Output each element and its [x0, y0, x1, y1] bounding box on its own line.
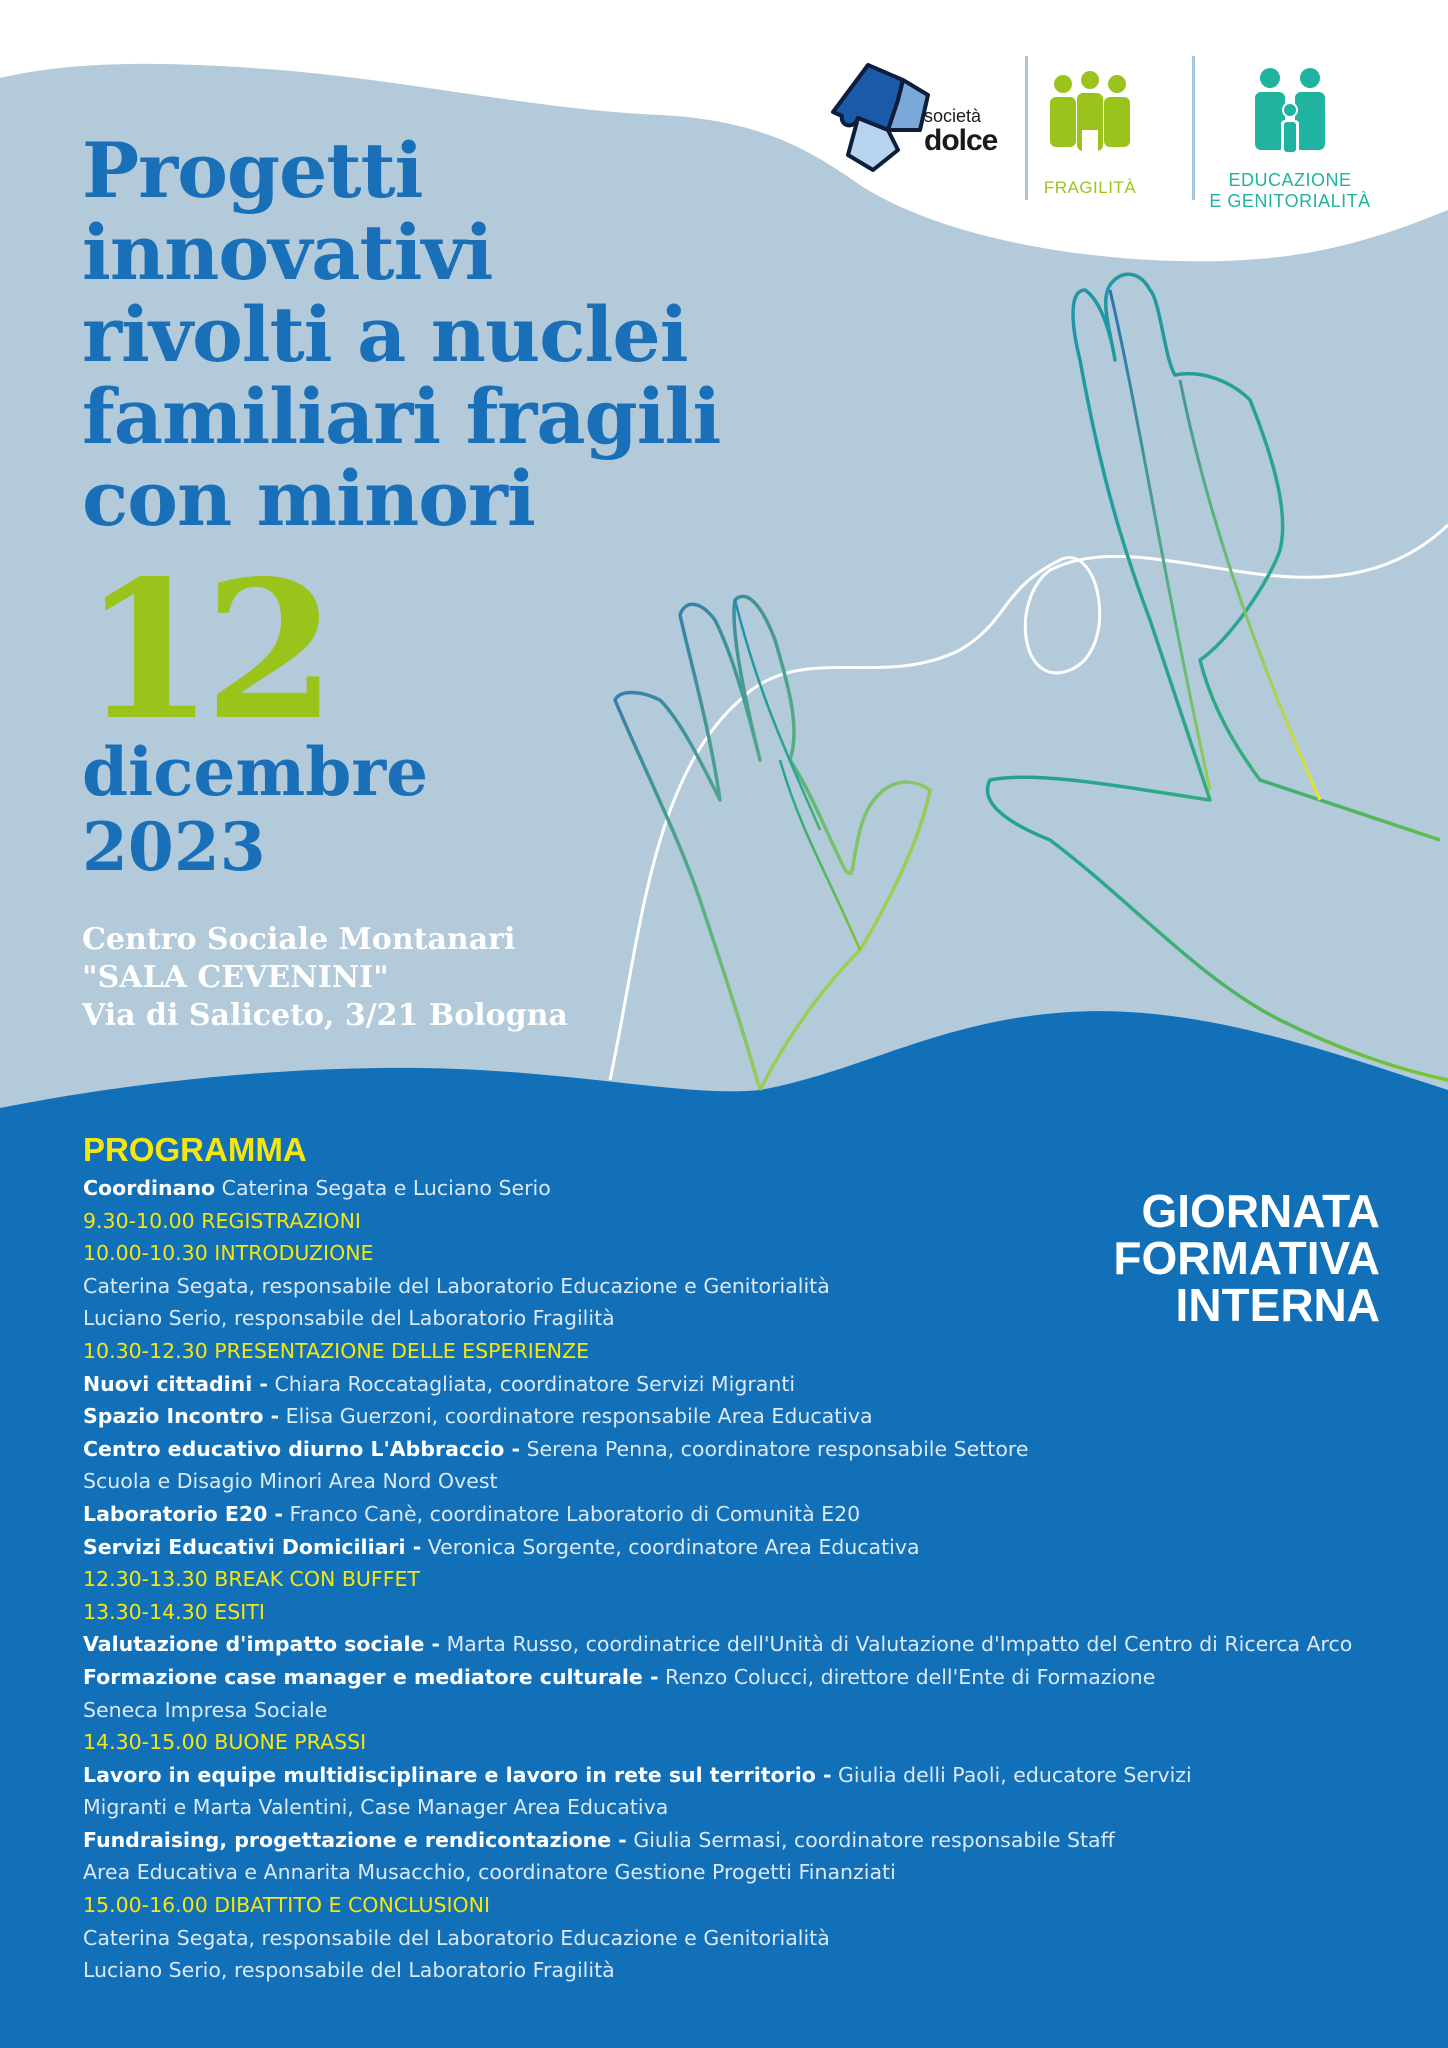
- program-text: [83, 1791, 1423, 1824]
- program-text: [83, 1302, 1423, 1335]
- program-text-content: Luciano Serio, responsabile del Laboratorio Fragilità: [83, 1306, 615, 1331]
- program-item: [83, 1628, 1423, 1661]
- program-item-speaker: Marta Russo, coordinatrice dell'Unità di Valutazione d'Impatto del Centro di Ricerca Arco: [440, 1632, 1353, 1657]
- family-icon: [1030, 70, 1150, 170]
- venue-address: Via di Saliceto, 3/21 Bologna: [82, 998, 568, 1033]
- badge-line: FORMATIVA: [1113, 1232, 1380, 1284]
- program-text-content: Area Educativa e Annarita Musacchio, coordinatore Gestione Progetti Finanziati: [83, 1860, 896, 1885]
- program-time-slot: [83, 1596, 1423, 1629]
- program-section: [83, 1128, 1423, 1987]
- title-line: con minori: [82, 454, 535, 543]
- partner-logos: [820, 40, 1420, 220]
- program-item-speaker: Caterina Segata e Luciano Serio: [215, 1176, 551, 1200]
- fragilita-logo: [1030, 70, 1150, 220]
- program-text-content: Seneca Impresa Sociale: [83, 1697, 328, 1722]
- program-item-title: Spazio Incontro -: [83, 1404, 280, 1429]
- program-item-speaker: Franco Canè, coordinatore Laboratorio di Comunità E20: [283, 1501, 861, 1526]
- program-item-title: Coordinano: [83, 1176, 216, 1200]
- program-text-content: Scuola e Disagio Minori Area Nord Ovest: [83, 1469, 498, 1494]
- educazione-label-line1: EDUCAZIONE: [1228, 170, 1352, 190]
- program-item-title: Lavoro in equipe multidisciplinare e lavoro in rete sul territorio -: [83, 1762, 832, 1787]
- dolce-label: dolce: [924, 124, 998, 157]
- program-text: [83, 1922, 1423, 1955]
- program-text-content: Caterina Segata, responsabile del Laboratorio Educazione e Genitorialità: [83, 1273, 830, 1298]
- program-text-content: Luciano Serio, responsabile del Laboratorio Fragilità: [83, 1958, 615, 1983]
- program-item: [83, 1824, 1423, 1857]
- time-slot-label: 10.30-12.30 PRESENTAZIONE DELLE ESPERIENZE: [83, 1338, 590, 1363]
- program-text-content: Migranti e Marta Valentini, Case Manager Area Educativa: [83, 1795, 669, 1820]
- educazione-label: [1195, 170, 1385, 212]
- time-slot-label: 14.30-15.00 BUONE PRASSI: [83, 1730, 367, 1755]
- program-lines: [83, 1172, 1423, 1987]
- program-text: [83, 1465, 1423, 1498]
- time-slot-label: 15.00-16.00 DIBATTITO E CONCLUSIONI: [83, 1893, 491, 1918]
- title-line: rivolti a nuclei: [82, 290, 688, 379]
- title-line: Progetti: [82, 126, 423, 215]
- program-item-title: Centro educativo diurno L'Abbraccio -: [83, 1436, 521, 1461]
- program-time-slot: [83, 1889, 1423, 1922]
- parent-child-icon: [1195, 64, 1385, 164]
- badge-line: GIORNATA: [1141, 1185, 1380, 1237]
- program-item: [83, 1433, 1423, 1466]
- program-item: [83, 1498, 1423, 1531]
- program-text-content: Caterina Segata, responsabile del Laboratorio Educazione e Genitorialità: [83, 1925, 830, 1950]
- program-item-speaker: Giulia delli Paoli, educatore Servizi: [831, 1762, 1192, 1787]
- educazione-label-line2: E GENITORIALITÀ: [1209, 191, 1371, 211]
- venue-name: Centro Sociale Montanari: [82, 922, 516, 957]
- program-item: [83, 1172, 1423, 1205]
- event-year: 2023: [82, 808, 266, 886]
- program-item: [83, 1661, 1423, 1694]
- program-item: [83, 1368, 1423, 1401]
- program-item-speaker: Veronica Sorgente, coordinatore Area Educativa: [421, 1534, 920, 1559]
- program-item: [83, 1759, 1423, 1792]
- time-slot-label: 10.00-10.30 INTRODUZIONE: [83, 1241, 374, 1266]
- program-item-speaker: Renzo Colucci, direttore dell'Ente di Formazione: [658, 1664, 1156, 1689]
- program-time-slot: [83, 1563, 1423, 1596]
- event-venue: [82, 921, 568, 1035]
- program-text: [83, 1954, 1423, 1987]
- program-item-speaker: Chiara Roccatagliata, coordinatore Servizi Migranti: [267, 1371, 796, 1396]
- time-slot-label: 9.30-10.00 REGISTRAZIONI: [83, 1208, 361, 1233]
- program-item-title: Fundraising, progettazione e rendicontazione -: [83, 1827, 627, 1852]
- venue-room: "SALA CEVENINI": [82, 960, 389, 995]
- program-time-slot: [83, 1335, 1423, 1368]
- program-text: [83, 1270, 1423, 1303]
- event-month: dicembre: [82, 733, 429, 811]
- program-item-speaker: Serena Penna, coordinatore responsabile Settore: [520, 1436, 1029, 1461]
- program-text: [83, 1694, 1423, 1727]
- logo-divider: [1025, 56, 1028, 200]
- program-text: [83, 1856, 1423, 1889]
- program-time-slot: [83, 1726, 1423, 1759]
- educazione-logo: [1195, 64, 1385, 214]
- program-item: [83, 1531, 1423, 1564]
- time-slot-label: 13.30-14.30 ESITI: [83, 1599, 265, 1624]
- event-title: [82, 126, 882, 543]
- program-item-title: Laboratorio E20 -: [83, 1501, 284, 1526]
- societa-label: società: [924, 106, 982, 126]
- program-item-title: Formazione case manager e mediatore culturale -: [83, 1664, 659, 1689]
- badge-line: INTERNA: [1175, 1279, 1380, 1331]
- title-line: innovativi: [82, 208, 493, 297]
- program-item-speaker: Giulia Sermasi, coordinatore responsabile Staff: [626, 1827, 1115, 1852]
- fragilita-label: FRAGILITÀ: [1043, 178, 1137, 197]
- time-slot-label: 12.30-13.30 BREAK CON BUFFET: [83, 1567, 420, 1592]
- title-line: familiari fragili: [82, 372, 721, 461]
- event-day: 12: [82, 539, 327, 762]
- program-item-title: Nuovi cittadini -: [83, 1371, 268, 1396]
- program-time-slot: [83, 1237, 1423, 1270]
- program-item-speaker: Elisa Guerzoni, coordinatore responsabile Area Educativa: [279, 1404, 873, 1429]
- program-title: PROGRAMMA: [83, 1131, 307, 1168]
- program-item-title: Servizi Educativi Domiciliari -: [83, 1534, 422, 1559]
- program-item-title: Valutazione d'impatto sociale -: [83, 1632, 441, 1657]
- program-item: [83, 1400, 1423, 1433]
- program-time-slot: [83, 1205, 1423, 1238]
